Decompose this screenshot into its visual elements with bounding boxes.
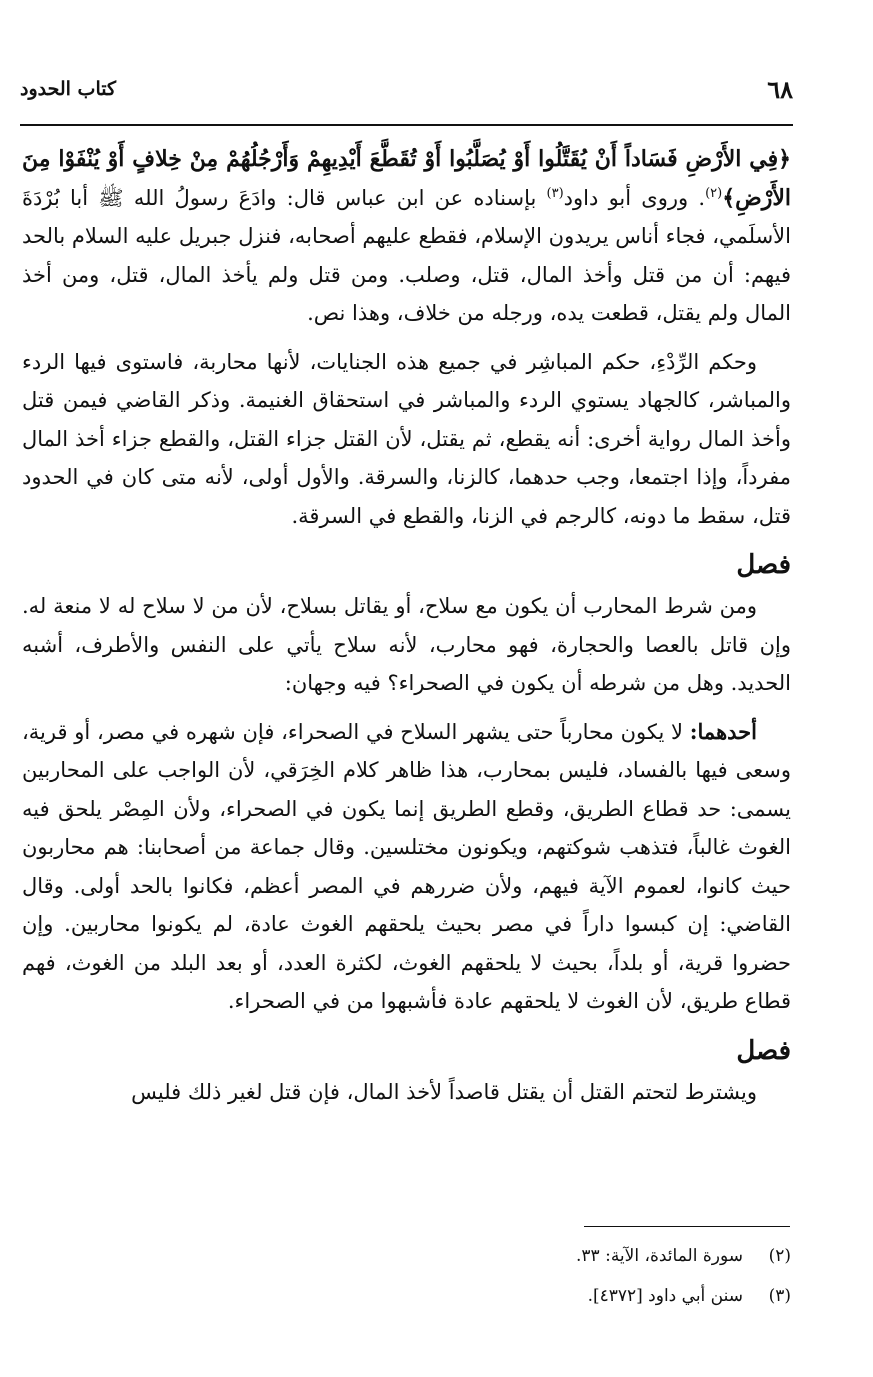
paragraph-text: . وروى أبو داود (563, 185, 706, 210)
paragraph-killing-condition: ويشترط لتحتم القتل أن يقتل قاصداً لأخذ المال، فإن قتل لغير ذلك فليس (131, 1079, 757, 1104)
section-heading: فصل (736, 1035, 791, 1066)
paragraph-text: لا يكون محارباً حتى يشهر السلاح في الصحراء، فإن شهره في مصر، أو قرية، وسعى فيها بالفساد، فليس بمحارب، هذا ظاهر كلام الخِرَقي، لأن الواجب على المحاربين يسمى: حد قطاع الطريق، وقطع الطريق إنما يكون في الصحراء، ولأن المِصْر يلحق فيه الغوث غالباً، فتذهب شوكتهم، ويكونون مختلسين. وقال جماعة من أصحابنا: هم محاربون حيث كانوا، لعموم الآية فيهم، ولأن ضررهم في المصر أعظم، فكانوا بالحد أولى. وقال القاضي: إن كبسوا داراً في مصر بحيث يلحقهم الغوث عادة، لم يكونوا محاربين. وإن حضروا قرية، أو بلداً، بحيث لا يلحقهم الغوث، لكثرة العدد، أو بعد البلد من الغوث، فهم قطاع طريق، لأن الغوث لا يلحقهم عادة فأشبهوا من في الصحراء. (22, 719, 791, 1013)
footnote-number: (٢) (768, 1246, 791, 1266)
section-heading: فصل (736, 550, 791, 580)
paragraph-text: بإسناده عن ابن عباس قال: وادَعَ رسولُ الله ﷺ أبا بُرْدَةَ الأسلَمي، فجاء أناس يريدون الإسلام، فقطع عليهم أصحابه، فنزل جبريل عليه السلام بالحد فيهم: أن من قتل وأخذ المال، قتل، وصلب. ومن قتل ولم يأخذ المال، قتل، ومن أخذ المال ولم يقتل، قطعت يده، ورجله من خلاف، وهذا نص. (22, 185, 791, 325)
footnote-ref-2: (٢) (705, 185, 723, 201)
running-title: كتاب الحدود (20, 78, 117, 100)
page-header (20, 74, 793, 104)
paragraph-quran-hadith (22, 140, 791, 333)
main-text (22, 140, 791, 1111)
paragraph-rida: وحكم الرِّدْءِ، حكم المباشِر في جميع هذه الجنايات، لأنها محاربة، فاستوى فيها الردء والمباشر، كالجهاد يستوي الردء والمباشر في استحقاق الغنيمة. وذكر القاضي فيمن قتل وأخذ المال رواية أخرى: أنه يقطع، ثم يقتل، لأن القتل جزاء القتل، والقطع جزاء أخذ المال مفرداً، وإذا اجتمعا، وجب حدهما، كالزنا، والسرقة. والأول أولى، لأنه متى كان في الحدود قتل، سقط ما دونه، كالرجم في الزنا، والقطع في السرقة. (22, 349, 791, 528)
footnote (22, 1236, 791, 1276)
footnote-text: سورة المائدة، الآية: ٣٣. (576, 1246, 743, 1266)
footnote-number: (٣) (768, 1286, 791, 1306)
footnote-ref-3: (٣) (546, 185, 564, 201)
footnotes (22, 1236, 791, 1316)
paragraph-first-view (22, 713, 791, 1021)
footnote-rule (584, 1226, 790, 1227)
footnote (22, 1276, 791, 1316)
paragraph-label: أحدهما: (689, 718, 757, 744)
footnote-text: سنن أبي داود [٤٣٧٢]. (587, 1286, 743, 1306)
quran-verse: ﴿فِي الأَرْضِ فَسَاداً أَنْ يُقَتَّلُوا أَوْ يُصَلَّبُوا أَوْ تُقَطَّعَ أَيْدِيهِمْ وَأَرْجُلُهُمْ مِنْ خِلافٍ أَوْ يُنْفَوْا مِنَ الأَرْضِ﴾ (22, 146, 791, 211)
paragraph-weapon-condition: ومن شرط المحارب أن يكون مع سلاح، أو يقاتل بسلاح، لأن من لا سلاح له لا منعة له. وإن قاتل بالعصا والحجارة، فهو محارب، لأنه سلاح يأتي على النفس والأطرف، أشبه الحديد. وهل من شرطه أن يكون في الصحراء؟ فيه وجهان: (22, 594, 791, 695)
page-number: ٦٨ (767, 74, 793, 104)
header-rule (20, 124, 793, 126)
